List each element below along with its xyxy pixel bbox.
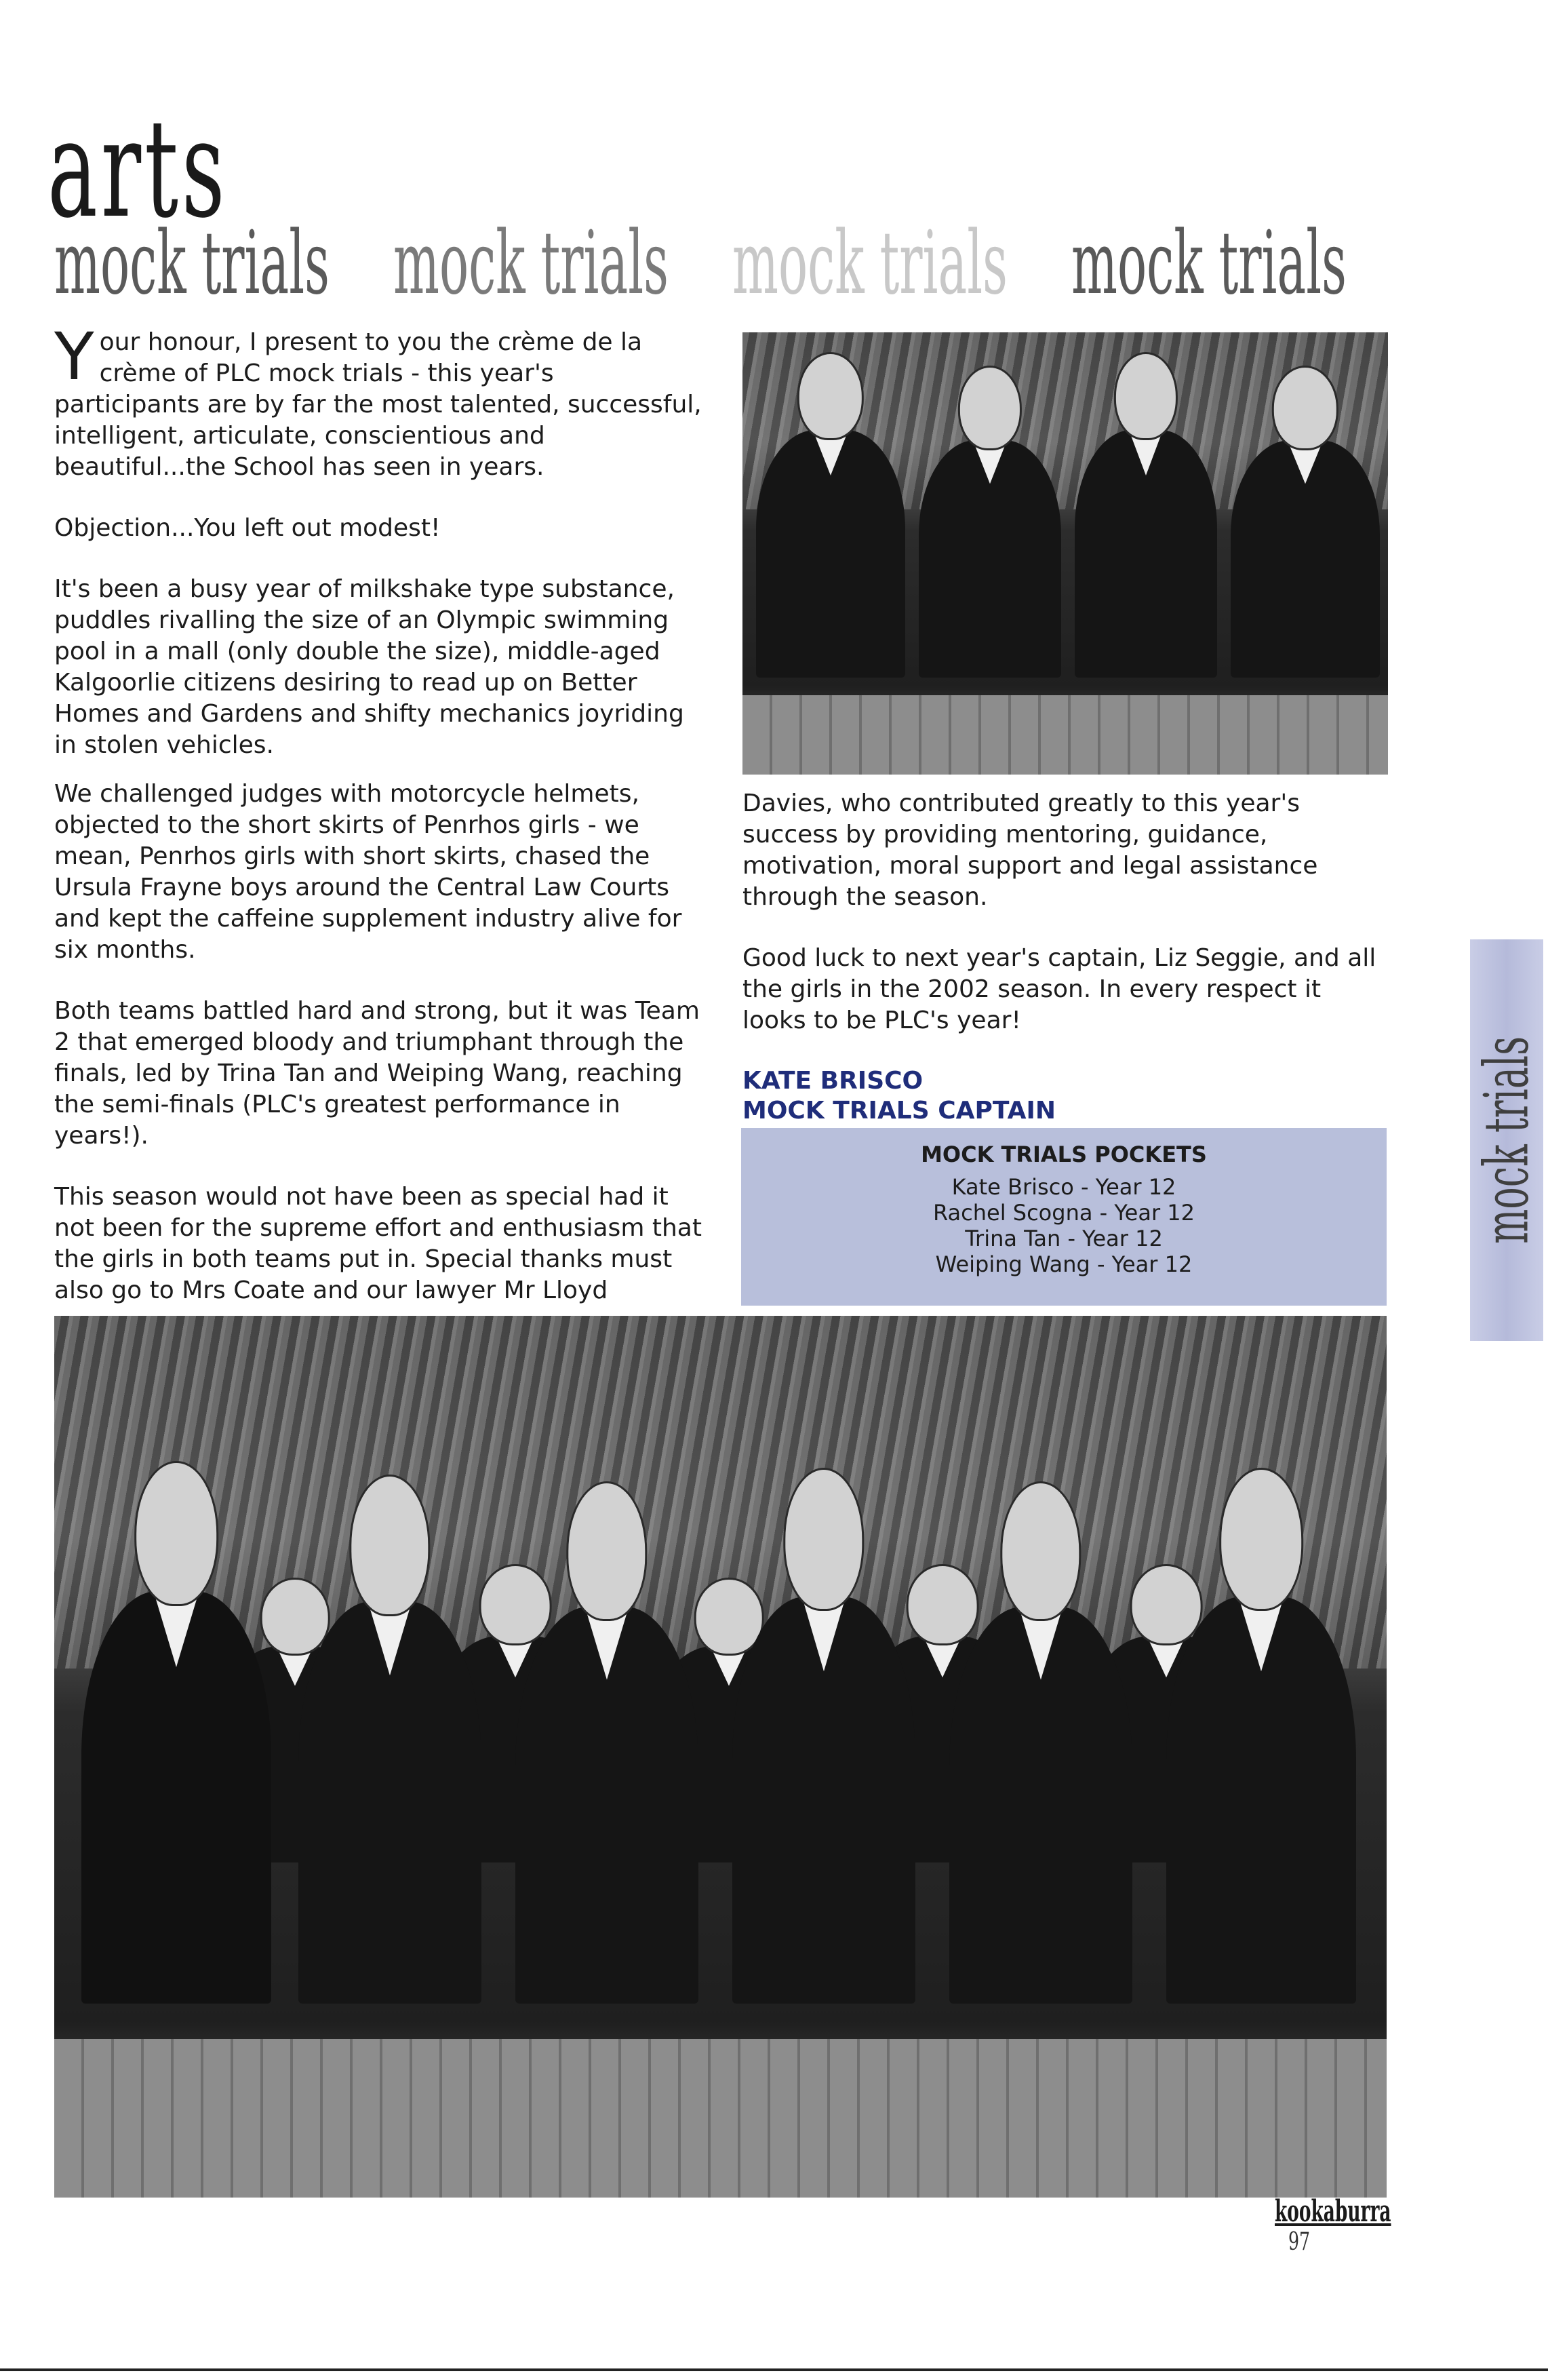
intro-paragraph <box>54 319 705 483</box>
photo-person <box>1166 1468 1356 2004</box>
team-photo <box>54 1316 1387 2198</box>
paragraph: Both teams battled hard and strong, but it was Team 2 that emerged bloody and triumphant through the finals, led by Trina Tan and Weiping Wang, reaching the semi-finals (PLC's greatest performance in years!). <box>54 997 700 1150</box>
photo-person <box>1075 352 1217 678</box>
footer-brand: kookaburra <box>1275 2194 1391 2229</box>
photo-ground <box>54 2039 1387 2198</box>
pockets-row: Rachel Scogna - Year 12 <box>933 1200 1195 1226</box>
pockets-title: MOCK TRIALS POCKETS <box>921 1142 1207 1167</box>
side-tab <box>1470 939 1543 1341</box>
photo-person <box>949 1481 1132 2004</box>
section-title: arts <box>47 90 229 248</box>
right-column <box>742 788 1388 1126</box>
photo-person <box>515 1481 698 2004</box>
pockets-row: Trina Tan - Year 12 <box>965 1226 1163 1251</box>
photo-person <box>81 1461 271 2004</box>
photo-ground <box>742 695 1388 775</box>
banner-word: mock trials <box>1071 213 1347 314</box>
paragraph: This season would not have been as special had it not been for the supreme effort and enthusiasm that the girls in both teams put in. Special thanks must also go to Mrs Coate and our lawyer Mr Lloyd <box>54 1183 702 1304</box>
paragraph: It's been a busy year of milkshake type substance, puddles rivalling the size of an Olympic swimming pool in a mall (only double the size), middle-aged Kalgoorlie citizens desiring to read up on Better Homes and Gardens and shifty mechanics joyriding in stolen vehicles. <box>54 575 684 759</box>
left-column-lower <box>54 779 705 1336</box>
left-column-upper <box>54 319 705 791</box>
paragraph: Davies, who contributed greatly to this year's success by providing mentoring, guidance, motivation, moral support and legal assistance through the season. <box>742 789 1318 911</box>
author-role: MOCK TRIALS CAPTAIN <box>742 1097 1056 1125</box>
banner-word: mock trials <box>54 213 330 314</box>
photo-person <box>1231 366 1380 678</box>
paragraph-text: our honour, I present to you the crème de la crème of PLC mock trials - this year's participants are by far the most talented, successful, intelligent, articulate, conscientious and beautiful...the School has seen in years. <box>54 328 702 481</box>
paragraph: We challenged judges with motorcycle helmets, objected to the short skirts of Penrhos girls - we mean, Penrhos girls with short skirts, chased the Ursula Frayne boys around the Central Law Courts and kept the caffeine supplement industry alive for six months. <box>54 780 682 964</box>
photo-person <box>919 366 1061 678</box>
pockets-row: Kate Brisco - Year 12 <box>951 1174 1176 1200</box>
banner-word: mock trials <box>732 213 1008 314</box>
photo-person <box>732 1468 915 2004</box>
paragraph: Objection...You left out modest! <box>54 514 441 542</box>
banner-word: mock trials <box>393 213 669 314</box>
drop-cap: Y <box>54 319 94 395</box>
captains-photo <box>742 332 1388 775</box>
page-number: 97 <box>1288 2228 1311 2256</box>
pockets-row: Weiping Wang - Year 12 <box>935 1251 1193 1277</box>
bottom-rule <box>0 2368 1548 2371</box>
photo-person <box>298 1475 481 2004</box>
pockets-box <box>741 1128 1387 1306</box>
photo-person <box>756 352 905 678</box>
paragraph: Good luck to next year's captain, Liz Seggie, and all the girls in the 2002 season. In every respect it looks to be PLC's year! <box>742 944 1376 1034</box>
mock-trials-banner <box>54 213 1397 322</box>
side-tab-label: mock trials <box>1471 1036 1543 1244</box>
author-name: KATE BRISCO <box>742 1067 924 1095</box>
